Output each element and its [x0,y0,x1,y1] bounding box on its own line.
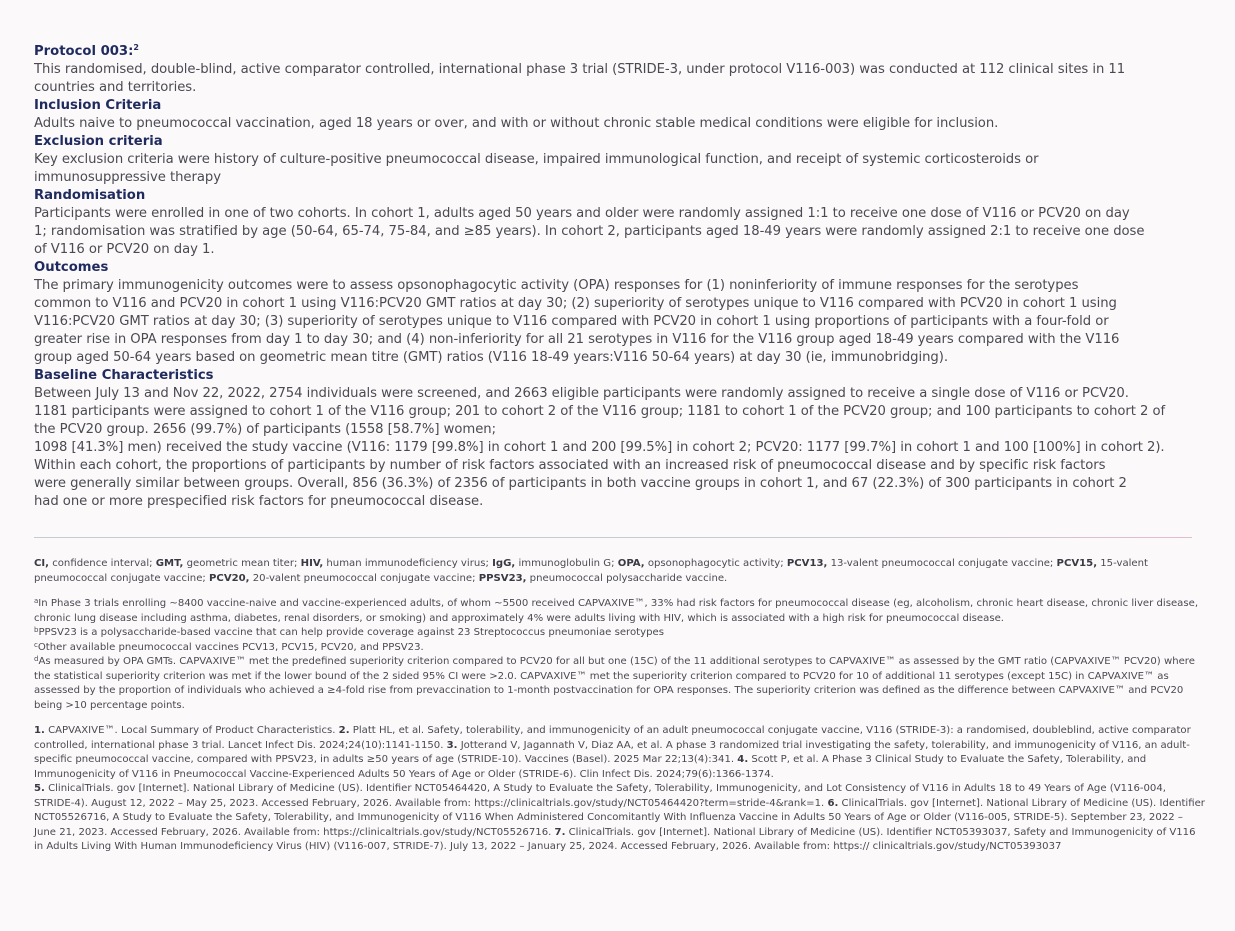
abbreviations: CI, confidence interval; GMT, geometric mean titer; HIV, human immunodeficiency virus; IgG, immunoglobulin G; OPA, opsonophagocytic activity; PCV13, 13-valent pneumococcal conjugate vaccine; PCV15, 15-valent pneumococcal conjugate vaccine; PCV20, 20-valent pneumococcal conjugate vaccine; PPSV23, pneumococcal polysaccharide vaccine. [34,558,1148,584]
outcomes-heading: Outcomes [34,260,109,275]
references: 1. CAPVAXIVE™. Local Summary of Product Characteristics. 2. Platt HL, et al. Safety, tolerability, and immunogenicity of an adult pneumococcal conjugate vaccine, V116 (STRIDE-3): a randomised, doubleblind, active comparator controlled, international phase 3 trial. Lancet Infect Dis. 2024;24(10):1141-1150. 3. Jotterand V, Jagannath V, Diaz AA, et al. A phase 3 randomized trial investigating the safety, tolerability, and immunogenicity of V116, an adult-specific pneumococcal vaccine, compared with PPSV23, in adults ≥50 years of age (STRIDE-10). Vaccines (Basel). 2025 Mar 22;13(4):341. 4. Scott P, et al. A Phase 3 Clinical Study to Evaluate the Safety, Tolerability, and Immunogenicity of V116 in Pneumococcal Vaccine-Experienced Adults 50 Years of Age or Older (STRIDE-6). Clin Infect Dis. 2024;79(6):1366-1374. 5. ClinicalTrials. gov [Internet]. National Library of Medicine (US). Identifier NCT05464420, A Study to Evaluate the Safety, Tolerability, Immunogenicity, and Lot Consistency of V116 in Adults 18 to 49 Years of Age (V116-004, STRIDE-4). August 12, 2022 – May 25, 2023. Accessed February, 2026. Available from: https://clinicaltrials.gov/study/NCT05464420?term=stride-4&rank=1. 6. ClinicalTrials. gov [Internet]. National Library of Medicine (US). Identifier NCT05526716, A Study to Evaluate the Safety, Tolerability, and Immunogenicity of V116 When Administered Concomitantly With Influenza Vaccine in Adults 50 Years of Age or Older (V116-005, STRIDE-5). September 23, 2022 – June 21, 2023. Accessed February, 2026. Available from: https://clinicaltrials.gov/study/NCT05526716. 7. ClinicalTrials. gov [Internet]. National Library of Medicine (US). Identifier NCT05393037, Safety and Immunogenicity of V116 in Adults Living With Human Immunodeficiency Virus (HIV) (V116-007, STRIDE-7). July 13, 2022 – January 25, 2024. Accessed February, 2026. Available from: https:// clinicaltrials.gov/study/NCT05393037 [34,725,1205,852]
outcomes-text: The primary immunogenicity outcomes were to assess opsonophagocytic activity (OPA) responses for (1) noninferiority of immune responses for the serotypes common to V116 and PCV20 in cohort 1 using V116:PCV20 GMT ratios at day 30; (2) superiority of serotypes unique to V116 compared with PCV20 in cohort 1 using V116:PCV20 GMT ratios at day 30; (3) superiority of serotypes unique to V116 compared with PCV20 in cohort 1 using proportions of participants with a four-fold or greater rise in OPA responses from day 1 to day 30; and (4) non-inferiority for all 21 serotypes in V116 for the V116 group aged 18-49 years compared with the V116 group aged 50-64 years based on geometric mean titre (GMT) ratios (V116 18-49 years:V116 50-64 years) at day 30 (ie, immunobridging). [34,278,1120,365]
protocol-intro: This randomised, double-blind, active comparator controlled, international phase 3 trial (STRIDE-3, under protocol V116-003) was conducted at 112 clinical sites in 11 countries and territories. [34,62,1126,95]
exclusion-heading: Exclusion criteria [34,134,163,149]
inclusion-text: Adults naive to pneumococcal vaccination, aged 18 years or over, and with or without chronic stable medical conditions were eligible for inclusion. [34,116,999,131]
exclusion-text: Key exclusion criteria were history of culture-positive pneumococcal disease, impaired immunological function, and receipt of systemic corticosteroids or immunosuppressive therapy [34,152,1039,185]
footnote-b: $^b$PPSV23 is a polysaccharide-based vaccine that can help provide coverage against 23 Streptococcus pneumoniae serotypes [34,626,664,638]
baseline-text: Between July 13 and Nov 22, 2022, 2754 individuals were screened, and 2663 eligible participants were randomly assigned to receive a single dose of V116 or PCV20. 1181 participants were assigned to cohort 1 of the V116 group; 201 to cohort 2 of the V116 group; 1181 to cohort 1 of the PCV20 group; and 100 participants to cohort 2 of the PCV20 group. 2656 (99.7%) of participants (1558 [58.7%] women; 1098 [41.3%] men) received the study vaccine (V116: 1179 [99.8%] in cohort 1 and 200 [99.5%] in cohort 2; PCV20: 1177 [99.7%] in cohort 1 and 100 [100%] in cohort 2). Within each cohort, the proportions of participants by number of risk factors associated with an increased risk of pneumococcal disease and by specific risk factors were generally similar between groups. Overall, 856 (36.3%) of 2356 of participants in both vaccine groups in cohort 1, and 67 (22.3%) of 300 participants in cohort 2 had one or more prespecified risk factors for pneumococcal disease. [34,386,1166,509]
randomisation-text: Participants were enrolled in one of two cohorts. In cohort 1, adults aged 50 years and older were randomly assigned 1:1 to receive one dose of V116 or PCV20 on day 1; randomisation was stratified by age (50-64, 65-74, 75-84, and ≥85 years). In cohort 2, participants aged 18-49 years were randomly assigned 2:1 to receive one dose of V116 or PCV20 on day 1. [34,206,1145,257]
footnote-a: $^a$In Phase 3 trials enrolling ~8400 vaccine-naive and vaccine-experienced adults, of whom ~5500 received CAPVAXIVE™, 33% had risk factors for pneumococcal disease (eg, alcoholism, chronic heart disease, chronic liver disease, chronic lung disease including asthma, diabetes, renal disorders, or smoking) and approximately 4% were adults living with HIV, which is associated with a high risk for pneumococcal disease. [34,597,1199,624]
footnote-c: $^c$Other available pneumococcal vaccines PCV13, PCV15, PCV20, and PPSV23. [34,640,424,653]
baseline-heading: Baseline Characteristics [34,368,214,383]
inclusion-heading: Inclusion Criteria [34,98,162,113]
protocol-title: Protocol 003:$^2$ [34,43,139,59]
randomisation-heading: Randomisation [34,188,146,203]
footnotes-area [34,557,1206,855]
main-content [34,43,1206,511]
footnote-d: $^d$As measured by OPA GMTs. CAPVAXIVE™ met the predefined superiority criterion compared to PCV20 for all but one (15C) of the 11 additional serotypes to CAPVAXIVE™ as assessed by the GMT ratio (CAPVAXIVE™ PCV20) where the statistical superiority criterion was met if the lower bound of the 2 sided 95% CI were >2.0. CAPVAXIVE™ met the superiority criterion compared to PCV20 for 10 of additional 11 serotypes (except 15C) in CAPVAXIVE™ as assessed by the proportion of individuals who achieved a ≥4-fold rise from prevaccination to 1-month postvaccination for OPA responses. The superiority criterion was defined as the difference between CAPVAXIVE™ and PCV20 being >10 percentage points. [34,655,1195,711]
section-divider [34,537,1192,538]
